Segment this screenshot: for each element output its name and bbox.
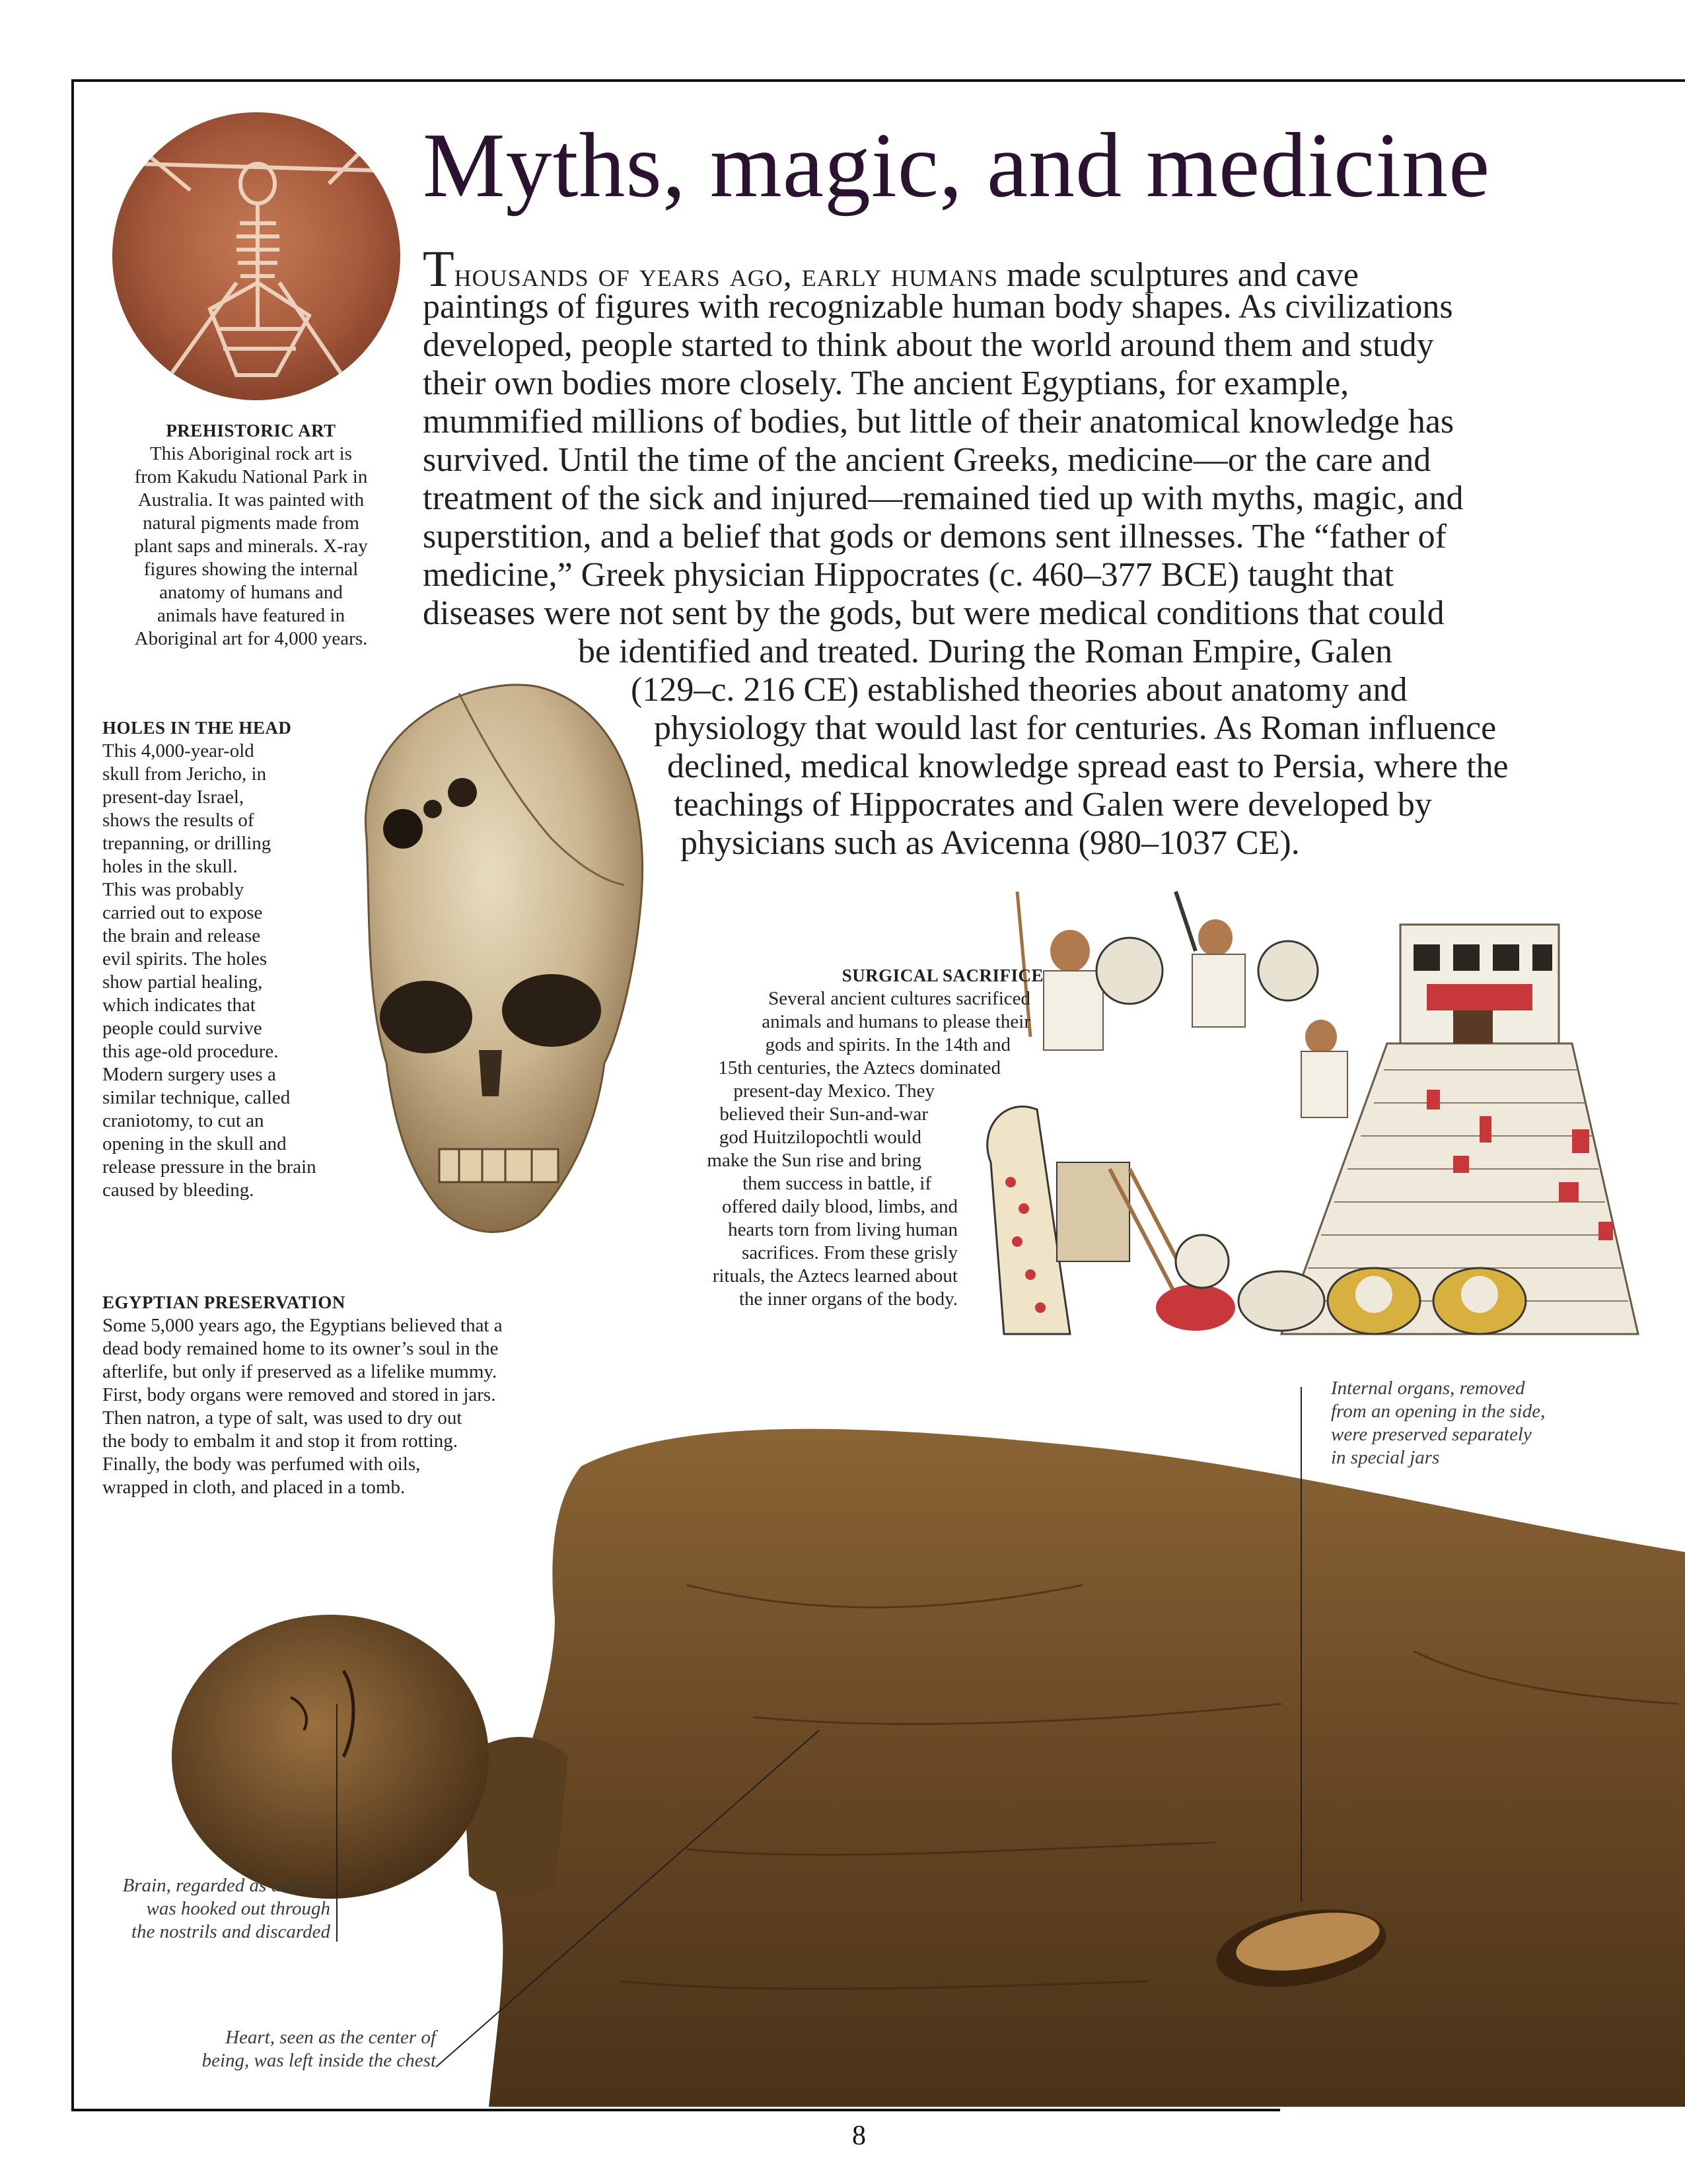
intro-line: treatment of the sick and injured—remained tied up with myths, magic, and: [423, 479, 1464, 517]
caption-line: natural pigments made from: [143, 512, 359, 534]
page-frame-top: [71, 79, 1685, 82]
caption-line: This was probably: [102, 879, 244, 900]
annotation-line: Internal organs, removed: [1331, 1378, 1525, 1399]
caption-line: the body to embalm it and stop it from rotting.: [102, 1430, 458, 1452]
organs-annotation: [1331, 1377, 1615, 1469]
caption-line: Several ancient cultures sacrificed: [768, 988, 1030, 1009]
intro-line: physicians such as Avicenna (980–1037 CE).: [680, 824, 1300, 862]
intro-line: their own bodies more closely. The ancient Egyptians, for example,: [423, 365, 1349, 402]
caption-line: the brain and release: [102, 925, 261, 946]
caption-line: carried out to expose: [102, 902, 263, 923]
caption-line: them success in battle, if: [742, 1173, 931, 1194]
intro-line: teachings of Hippocrates and Galen were developed by: [674, 786, 1432, 824]
caption-line: holes in the skull.: [102, 856, 238, 877]
egyptian-preservation-caption: [102, 1291, 670, 1499]
caption-line: offered daily blood, limbs, and: [721, 1196, 958, 1217]
annotation-line: were preserved separately: [1331, 1424, 1532, 1445]
intro-first-line: [423, 240, 1651, 297]
intro-line: (129–c. 216 CE) established theories about anatomy and: [631, 671, 1408, 709]
caption-line: god Huitzilopochtli would: [719, 1127, 921, 1148]
annotation-line: Brain, regarded as useless,: [122, 1875, 330, 1896]
caption-line: Then natron, a type of salt, was used to dry out: [102, 1407, 462, 1428]
intro-line: survived. Until the time of the ancient Greeks, medicine—or the care and: [423, 441, 1431, 479]
caption-line: trepanning, or drilling: [102, 833, 271, 854]
caption-line: figures showing the internal: [143, 559, 359, 580]
caption-line: First, body organs were removed and stored in jars.: [102, 1384, 496, 1405]
caption-line: This Aboriginal rock art is: [149, 443, 353, 464]
intro-line: paintings of figures with recognizable human body shapes. As civilizations: [423, 288, 1453, 326]
intro-lead-rest: made sculptures and cave: [998, 256, 1359, 294]
prehistoric-art-heading: PREHISTORIC ART: [166, 421, 336, 440]
annotation-line: from an opening in the side,: [1331, 1401, 1546, 1422]
caption-line: caused by bleeding.: [102, 1180, 254, 1201]
page-title: Myths, magic, and medicine: [423, 114, 1491, 217]
caption-line: opening in the skull and: [102, 1133, 287, 1154]
caption-line: sacrifices. From these grisly: [742, 1242, 958, 1263]
intro-dropcap: T: [423, 240, 454, 297]
caption-line: skull from Jericho, in: [102, 763, 267, 785]
caption-line: anatomy of humans and: [159, 582, 343, 603]
page-frame-left: [71, 79, 74, 2110]
brain-annotation: [92, 1874, 330, 1944]
caption-line: present-day Mexico. They: [733, 1080, 935, 1102]
caption-line: Aboriginal art for 4,000 years.: [134, 628, 368, 649]
caption-line: present-day Israel,: [102, 787, 244, 808]
prehistoric-art-caption: [99, 419, 403, 651]
intro-lead-smallcaps: housands of years ago, early humans: [454, 256, 999, 294]
heart-annotation: [132, 2026, 436, 2072]
annotation-line: being, was left inside the chest: [201, 2050, 436, 2071]
surgical-sacrifice-caption: [621, 964, 1044, 1311]
caption-line: craniotomy, to cut an: [102, 1110, 264, 1131]
caption-line: the inner organs of the body.: [738, 1288, 958, 1310]
caption-line: animals and humans to please their: [762, 1011, 1030, 1032]
annotation-line: Heart, seen as the center of: [225, 2027, 436, 2048]
caption-line: release pressure in the brain: [102, 1156, 316, 1178]
caption-line: people could survive: [102, 1018, 262, 1039]
caption-line: plant saps and minerals. X-ray: [134, 536, 368, 557]
annotation-line: the nostrils and discarded: [131, 1921, 330, 1942]
intro-line: medicine,” Greek physician Hippocrates (c. 460–377 BCE) taught that: [423, 556, 1394, 594]
caption-line: afterlife, but only if preserved as a lifelike mummy.: [102, 1361, 497, 1382]
annotation-line: was hooked out through: [146, 1898, 330, 1919]
caption-line: wrapped in cloth, and placed in a tomb.: [102, 1477, 406, 1498]
caption-line: Modern surgery uses a: [102, 1064, 276, 1085]
caption-line: believed their Sun-and-war: [719, 1104, 928, 1125]
caption-line: make the Sun rise and bring: [707, 1150, 921, 1171]
caption-line: Some 5,000 years ago, the Egyptians believed that a: [102, 1315, 503, 1336]
intro-line: mummified millions of bodies, but little of their anatomical knowledge has: [423, 403, 1454, 440]
page-number: 8: [852, 2121, 866, 2151]
caption-line: rituals, the Aztecs learned about: [712, 1265, 958, 1286]
caption-line: 15th centuries, the Aztecs dominated: [718, 1057, 1001, 1078]
intro-line: physiology that would last for centuries. As Roman influence: [654, 709, 1497, 747]
holes-in-head-caption: [102, 717, 393, 1202]
intro-line: superstition, and a belief that gods or demons sent illnesses. The “father of: [423, 518, 1447, 555]
caption-line: from Kakudu National Park in: [134, 466, 368, 487]
caption-line: show partial healing,: [102, 971, 263, 993]
holes-in-head-heading: HOLES IN THE HEAD: [102, 718, 292, 738]
egyptian-preservation-heading: EGYPTIAN PRESERVATION: [102, 1292, 345, 1312]
rock-art-image: [111, 111, 402, 402]
caption-line: animals have featured in: [157, 605, 345, 626]
caption-line: gods and spirits. In the 14th and: [765, 1034, 1011, 1055]
caption-line: hearts torn from living human: [728, 1219, 958, 1240]
caption-line: similar technique, called: [102, 1087, 291, 1108]
caption-line: Finally, the body was perfumed with oils,: [102, 1454, 421, 1475]
intro-line: be identified and treated. During the Roman Empire, Galen: [578, 633, 1393, 670]
caption-line: shows the results of: [102, 810, 254, 831]
intro-line: diseases were not sent by the gods, but were medical conditions that could: [423, 594, 1445, 632]
caption-line: evil spirits. The holes: [102, 948, 268, 969]
caption-line: Australia. It was painted with: [137, 489, 365, 511]
caption-line: This 4,000-year-old: [102, 740, 254, 761]
page-frame-bottom: [71, 2109, 1280, 2111]
intro-line: developed, people started to think about the world around them and study: [423, 326, 1434, 364]
surgical-sacrifice-heading: SURGICAL SACRIFICE: [842, 966, 1044, 985]
annotation-line: in special jars: [1331, 1447, 1440, 1468]
aztec-codex-image: [978, 878, 1645, 1341]
caption-line: this age-old procedure.: [102, 1041, 279, 1062]
caption-line: which indicates that: [102, 995, 256, 1016]
caption-line: dead body remained home to its owner’s soul in the: [102, 1338, 499, 1359]
intro-line: declined, medical knowledge spread east to Persia, where the: [667, 748, 1509, 785]
